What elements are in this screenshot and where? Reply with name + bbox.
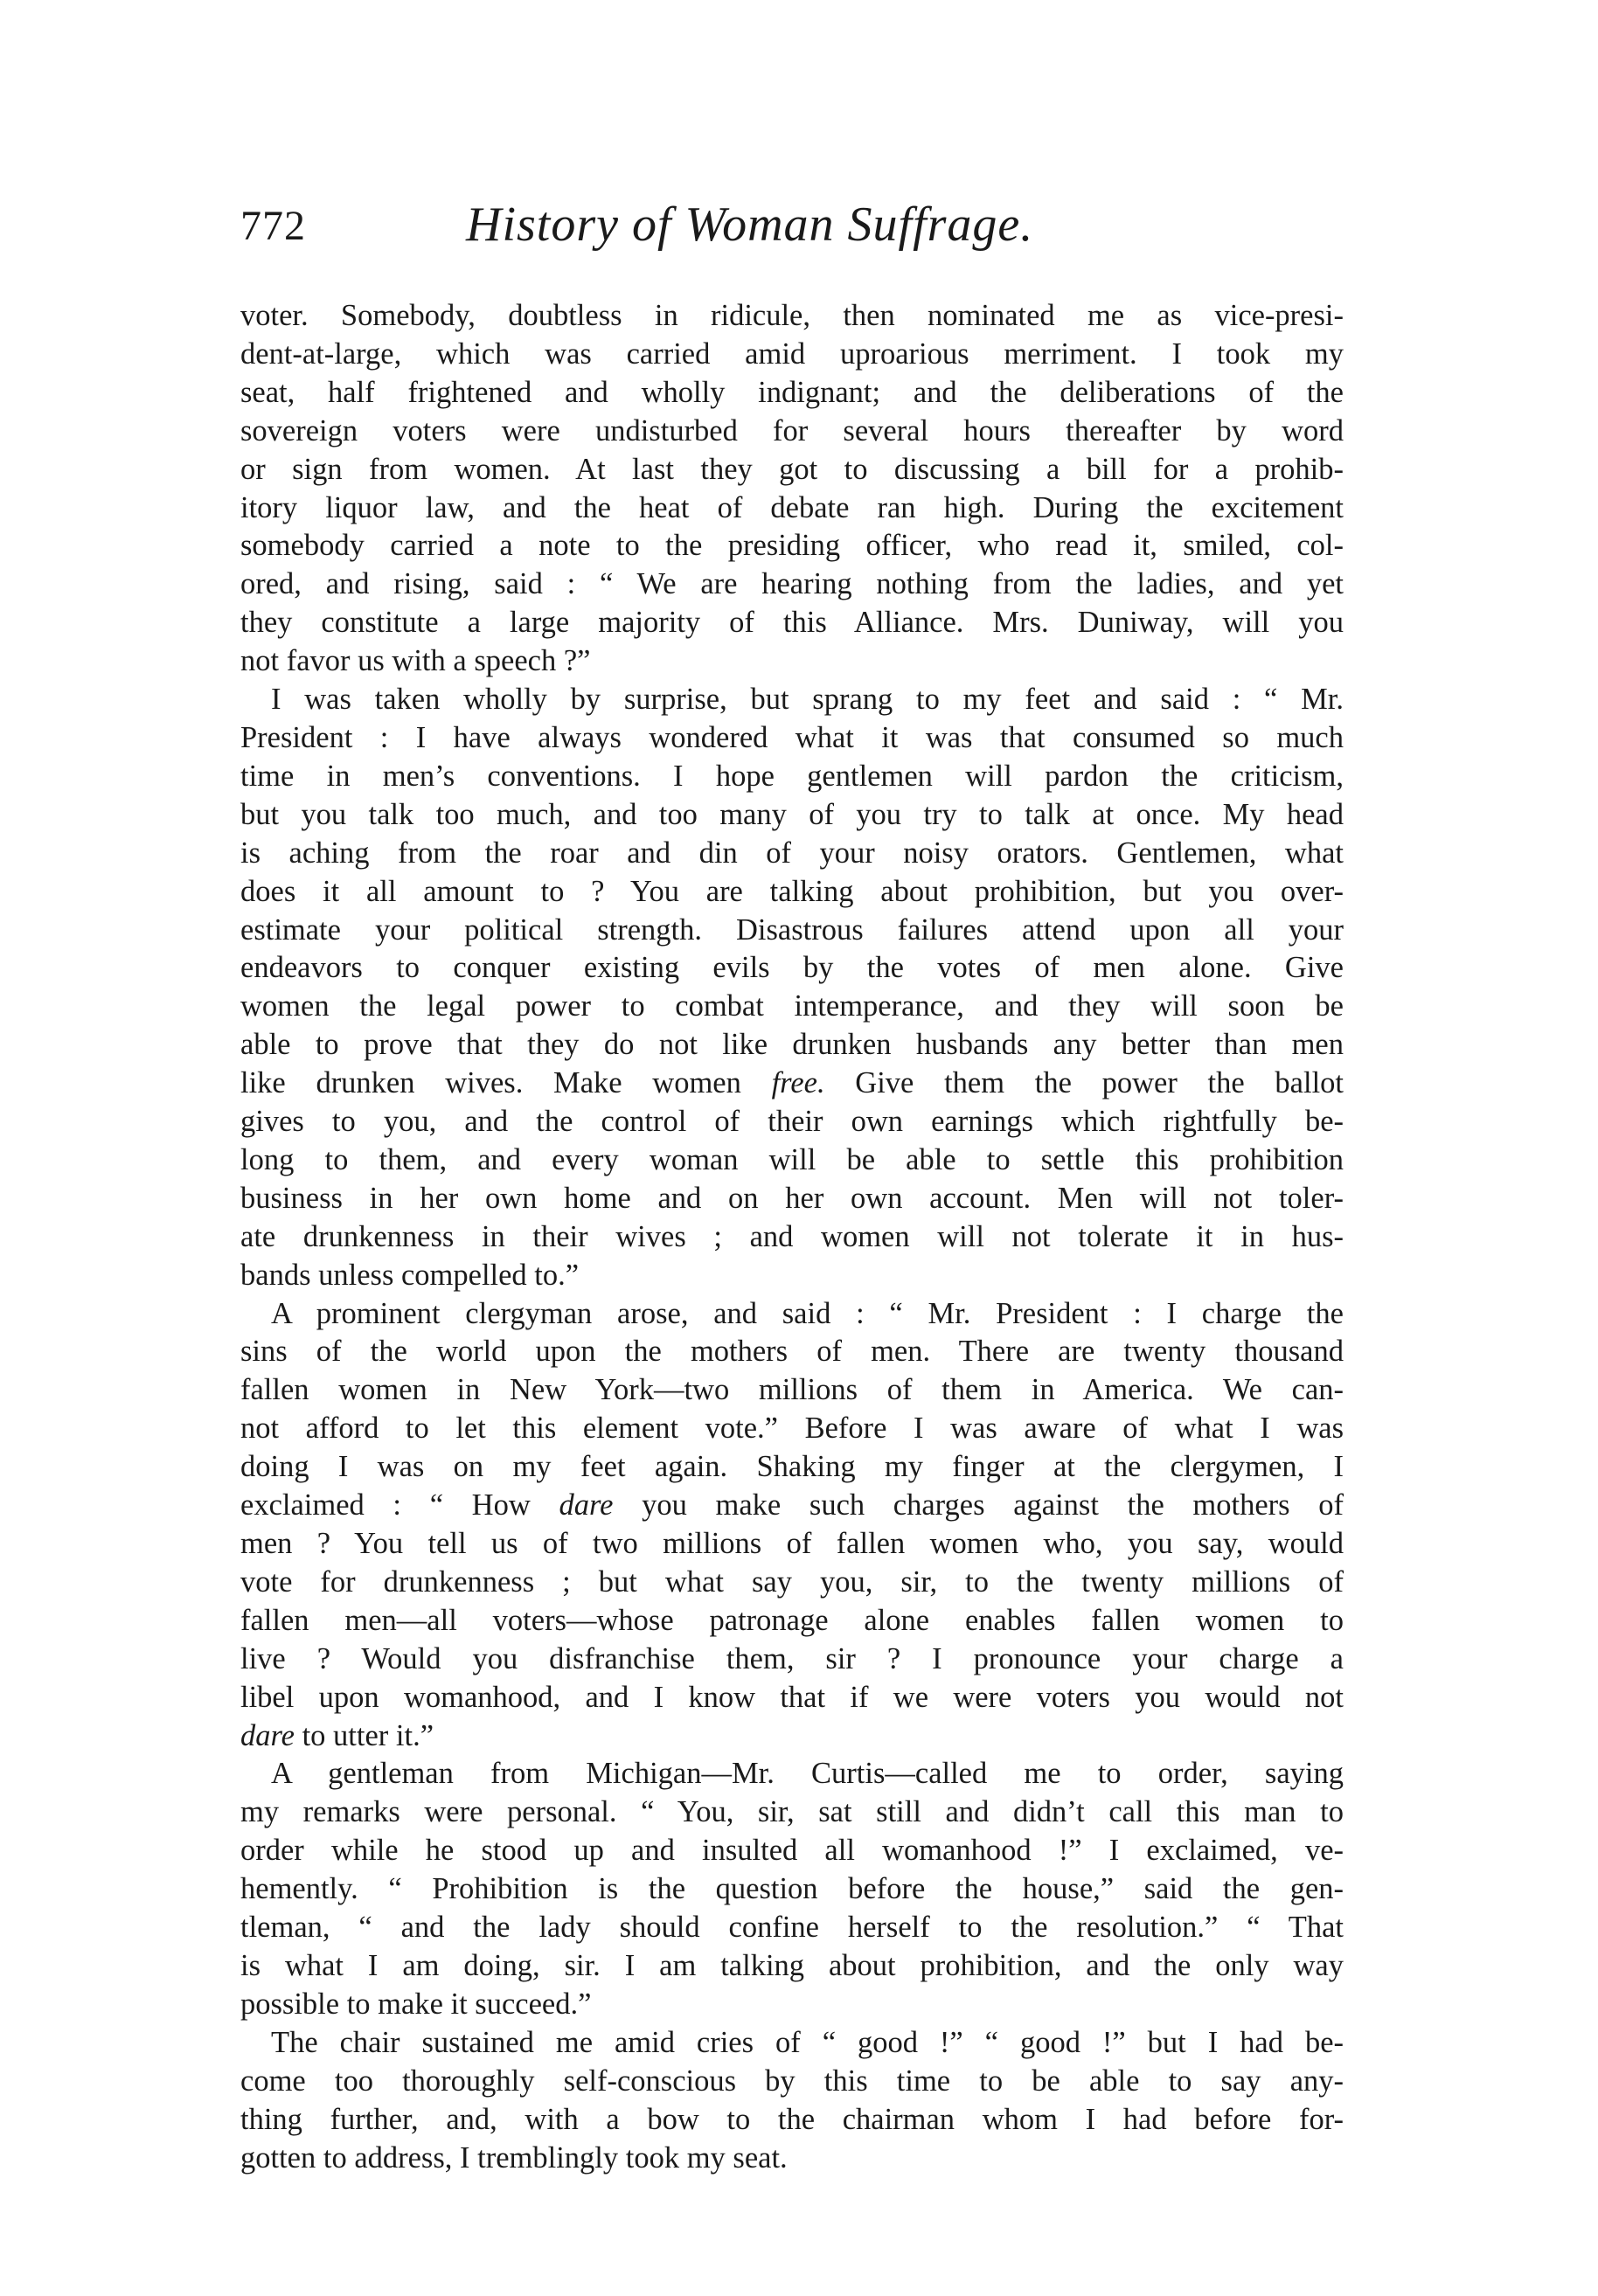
- text-line: able to prove that they do not like drunken husbands any better than men: [240, 1028, 1344, 1062]
- text-line: but you talk too much, and too many of you try to talk at once. My head: [240, 797, 1344, 831]
- text-line: ored, and rising, said : “ We are hearing nothing from the ladies, and yet: [240, 567, 1344, 601]
- text-line: estimate your political strength. Disastrous failures attend upon all your: [240, 912, 1344, 947]
- text-line: sovereign voters were undisturbed for several hours thereafter by word: [240, 413, 1344, 447]
- text-line: endeavors to conquer existing evils by the votes of men alone. Give: [240, 951, 1344, 985]
- running-head: [240, 197, 1342, 267]
- text-line: ate drunkenness in their wives ; and women will not tolerate it in hus-: [240, 1219, 1344, 1253]
- text-line: not afford to let this element vote.” Before I was aware of what I was: [240, 1412, 1344, 1446]
- paragraph-2: [240, 681, 1344, 1295]
- text-line: seat, half frightened and wholly indignant; and the deliberations of the: [240, 375, 1344, 409]
- text-line: gives to you, and the control of their own earnings which rightfully be-: [240, 1105, 1344, 1139]
- text-segment: Give them the power the ballot: [824, 1066, 1344, 1100]
- text-segment: to utter it.”: [294, 1718, 434, 1752]
- text-line: voter. Somebody, doubtless in ridicule, then nominated me as vice-presi-: [240, 299, 1344, 332]
- text-line: women the legal power to combat intemperance, and they will soon be: [240, 989, 1344, 1023]
- body-text: [240, 297, 1344, 2177]
- text-segment: like drunken wives. Make women: [240, 1066, 772, 1100]
- text-line: I was taken wholly by surprise, but sprang to my feet and said : “ Mr.: [271, 683, 1344, 717]
- text-line: hemently. “ Prohibition is the question before the house,” said the gen-: [240, 1872, 1344, 1906]
- text-line: live ? Would you disfranchise them, sir ? I pronounce your charge a: [240, 1641, 1344, 1675]
- text-line: does it all amount to ? You are talking about prohibition, but you over-: [240, 874, 1344, 908]
- text-line: not favor us with a speech ?”: [240, 644, 591, 678]
- text-line: possible to make it succeed.”: [240, 1987, 592, 2021]
- italic-emphasis: dare: [240, 1718, 295, 1752]
- text-line: men ? You tell us of two millions of fallen women who, you say, would: [240, 1527, 1344, 1560]
- text-line: The chair sustained me amid cries of “ good !” “ good !” but I had be-: [271, 2025, 1344, 2059]
- text-line: or sign from women. At last they got to discussing a bill for a prohib-: [240, 452, 1344, 486]
- text-line-mixed: [240, 1065, 1344, 1103]
- text-line: sins of the world upon the mothers of men. There are twenty thousand: [240, 1335, 1344, 1369]
- text-line: they constitute a large majority of this Alliance. Mrs. Duniway, will you: [240, 606, 1344, 640]
- text-segment: you make such charges against the mothers of: [613, 1488, 1344, 1523]
- text-line: bands unless compelled to.”: [240, 1258, 580, 1292]
- italic-emphasis: free.: [771, 1066, 825, 1100]
- text-line-mixed: [240, 1487, 1344, 1525]
- text-line: President : I have always wondered what it was that consumed so much: [240, 720, 1344, 754]
- text-line: vote for drunkenness ; but what say you, sir, to the twenty millions of: [240, 1564, 1344, 1599]
- paragraph-1: [240, 297, 1344, 681]
- book-title: History of Woman Suffrage.: [466, 198, 1034, 252]
- text-segment: exclaimed : “ How: [240, 1488, 559, 1523]
- text-line: long to them, and every woman will be able to settle this prohibition: [240, 1142, 1344, 1176]
- text-line: fallen women in New York—two millions of them in America. We can-: [240, 1373, 1344, 1407]
- text-line: gotten to address, I tremblingly took my seat.: [240, 2140, 788, 2175]
- text-line: thing further, and, with a bow to the chairman whom I had before for-: [240, 2102, 1344, 2136]
- text-line: order while he stood up and insulted all womanhood !” I exclaimed, ve-: [240, 1834, 1344, 1868]
- text-line: libel upon womanhood, and I know that if we were voters you would not: [240, 1680, 1344, 1714]
- text-line: my remarks were personal. “ You, sir, sat still and didn’t call this man to: [240, 1795, 1344, 1829]
- text-line: come too thoroughly self-conscious by this time to be able to say any-: [240, 2064, 1344, 2098]
- text-line: business in her own home and on her own account. Men will not toler-: [240, 1181, 1344, 1215]
- paragraph-3: [240, 1295, 1344, 1756]
- text-line-mixed: [240, 1717, 1344, 1756]
- page-number: 772: [240, 203, 306, 249]
- text-line: doing I was on my feet again. Shaking my finger at the clergymen, I: [240, 1450, 1344, 1484]
- italic-emphasis: dare: [559, 1488, 614, 1523]
- text-line: dent-at-large, which was carried amid uproarious merriment. I took my: [240, 336, 1344, 371]
- text-line: time in men’s conventions. I hope gentlemen will pardon the criticism,: [240, 759, 1344, 793]
- text-line: somebody carried a note to the presiding officer, who read it, smiled, col-: [240, 529, 1344, 563]
- paragraph-4: [240, 1755, 1344, 2023]
- text-line: A gentleman from Michigan—Mr. Curtis—called me to order, saying: [271, 1757, 1344, 1791]
- text-line: fallen men—all voters—whose patronage alone enables fallen women to: [240, 1603, 1344, 1637]
- text-line: tleman, “ and the lady should confine herself to the resolution.” “ That: [240, 1911, 1344, 1945]
- text-line: itory liquor law, and the heat of debate ran high. During the excitement: [240, 490, 1344, 524]
- paragraph-5: [240, 2024, 1344, 2178]
- text-line: A prominent clergyman arose, and said : “ Mr. President : I charge the: [271, 1296, 1344, 1330]
- text-line: is aching from the roar and din of your noisy orators. Gentlemen, what: [240, 836, 1344, 870]
- text-line: is what I am doing, sir. I am talking about prohibition, and the only way: [240, 1948, 1344, 1982]
